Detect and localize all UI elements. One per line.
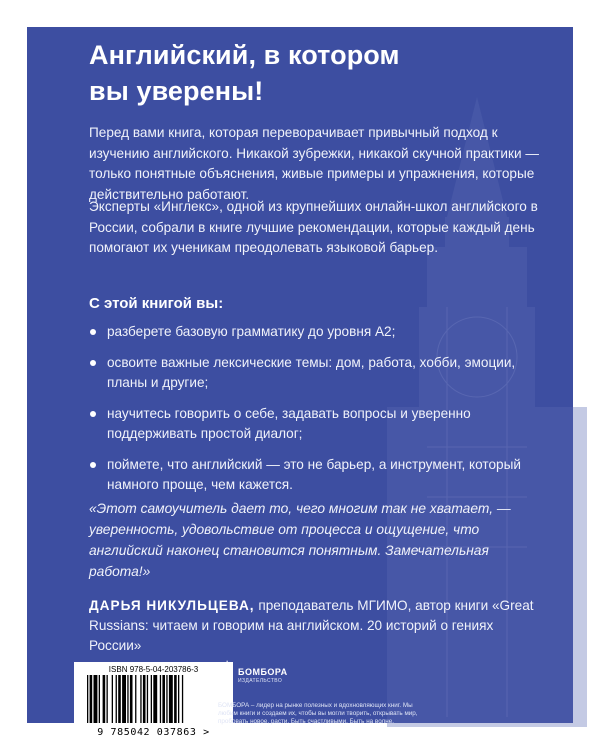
publisher-tagline: БОМБОРА – лидер на рынке полезных и вдохновляющих книг. Мы любим книги и создаем их, чтобы вы могли творить, открывать мир, пробовать новое, расти. Быть счастливыми. Быть на волне. [218, 702, 418, 726]
barcode-bar [151, 675, 152, 723]
back-cover [27, 27, 573, 738]
isbn-number: ISBN 978-5-04-203786-3 [108, 665, 199, 674]
list-item [89, 322, 549, 342]
list-item [89, 404, 549, 444]
bombora-logo-icon [218, 658, 236, 696]
author-name: ДАРЬЯ НИКУЛЬЦЕВА, [89, 598, 255, 613]
barcode-bar [116, 675, 117, 723]
barcode-digits: 9 785042 037863 > [97, 727, 210, 738]
publisher-subtitle: ИЗДАТЕЛЬСТВО [238, 678, 283, 684]
benefits-list [89, 322, 549, 506]
author-description: преподаватель МГИМО, автор книги «Great Russians: читаем и говорим на английском. 20 историй о гениях России» [89, 598, 534, 653]
barcode-panel [74, 662, 233, 740]
bullet-icon [90, 360, 96, 366]
bullet-icon [90, 411, 96, 417]
bullet-icon [90, 462, 96, 468]
barcode-bar [99, 675, 100, 723]
barcode-bar [90, 675, 93, 723]
barcode-bar [147, 675, 148, 723]
bullet-icon [90, 329, 96, 335]
barcode-bar [143, 675, 146, 723]
barcode-bar [160, 675, 161, 723]
list-item-text: освоите важные лексические темы: дом, работа, хобби, эмоции, планы и другие; [107, 355, 516, 390]
barcode-bar [153, 675, 157, 723]
barcode-bar [178, 675, 179, 723]
barcode-bar [130, 675, 133, 723]
intro-paragraph: Перед вами книга, которая переворачивает привычный подход к изучению английского. Никакой зубрежки, никакой скучной практики — только понятные объяснения, живые примеры и упражнения, которые действительно работают. [89, 125, 539, 202]
barcode-bar [174, 675, 177, 723]
review-quote: «Этот самоучитель дает то, чего многим так не хватает, — уверенность, удовольствие от процесса и ощущение, что английский наконец становится понятным. Замечательная работа!» [89, 501, 511, 579]
barcode-bar [122, 675, 126, 723]
list-heading: С этой книгой вы: [89, 295, 224, 312]
cover-title: Английский, в котором вы уверены! [89, 40, 400, 106]
barcode-bar [135, 675, 136, 723]
publisher-name: БОМБОРА [238, 667, 288, 677]
experts-paragraph: Эксперты «Инглекс», одной из крупнейших онлайн-школ английского в России, собрали в книге лучшие рекомендации, которые каждый день помогают их ученикам преодолевать языковой барьер. [89, 199, 538, 255]
list-item-text: разберете базовую грамматику до уровня А2; [107, 324, 396, 339]
barcode-bar [112, 675, 113, 723]
barcode-bar [182, 675, 183, 723]
barcode-bar [94, 675, 98, 723]
quote-author [89, 596, 539, 656]
barcode-bar [162, 675, 165, 723]
list-item [89, 353, 549, 393]
barcode-bar [127, 675, 128, 723]
barcode-bar [118, 675, 121, 723]
barcode-bar [103, 675, 106, 723]
list-item [89, 455, 549, 495]
list-item-text: поймете, что английский — это не барьер, а инструмент, который намного проще, чем кажется. [107, 457, 521, 492]
barcode-bar [87, 675, 88, 723]
barcode-icon [87, 675, 220, 723]
list-item-text: научитесь говорить о себе, задавать вопросы и уверенно поддерживать простой диалог; [107, 406, 471, 441]
barcode-bar [140, 675, 141, 723]
barcode-bar [166, 675, 167, 723]
barcode-bar [107, 675, 108, 723]
barcode-bar [169, 675, 173, 723]
